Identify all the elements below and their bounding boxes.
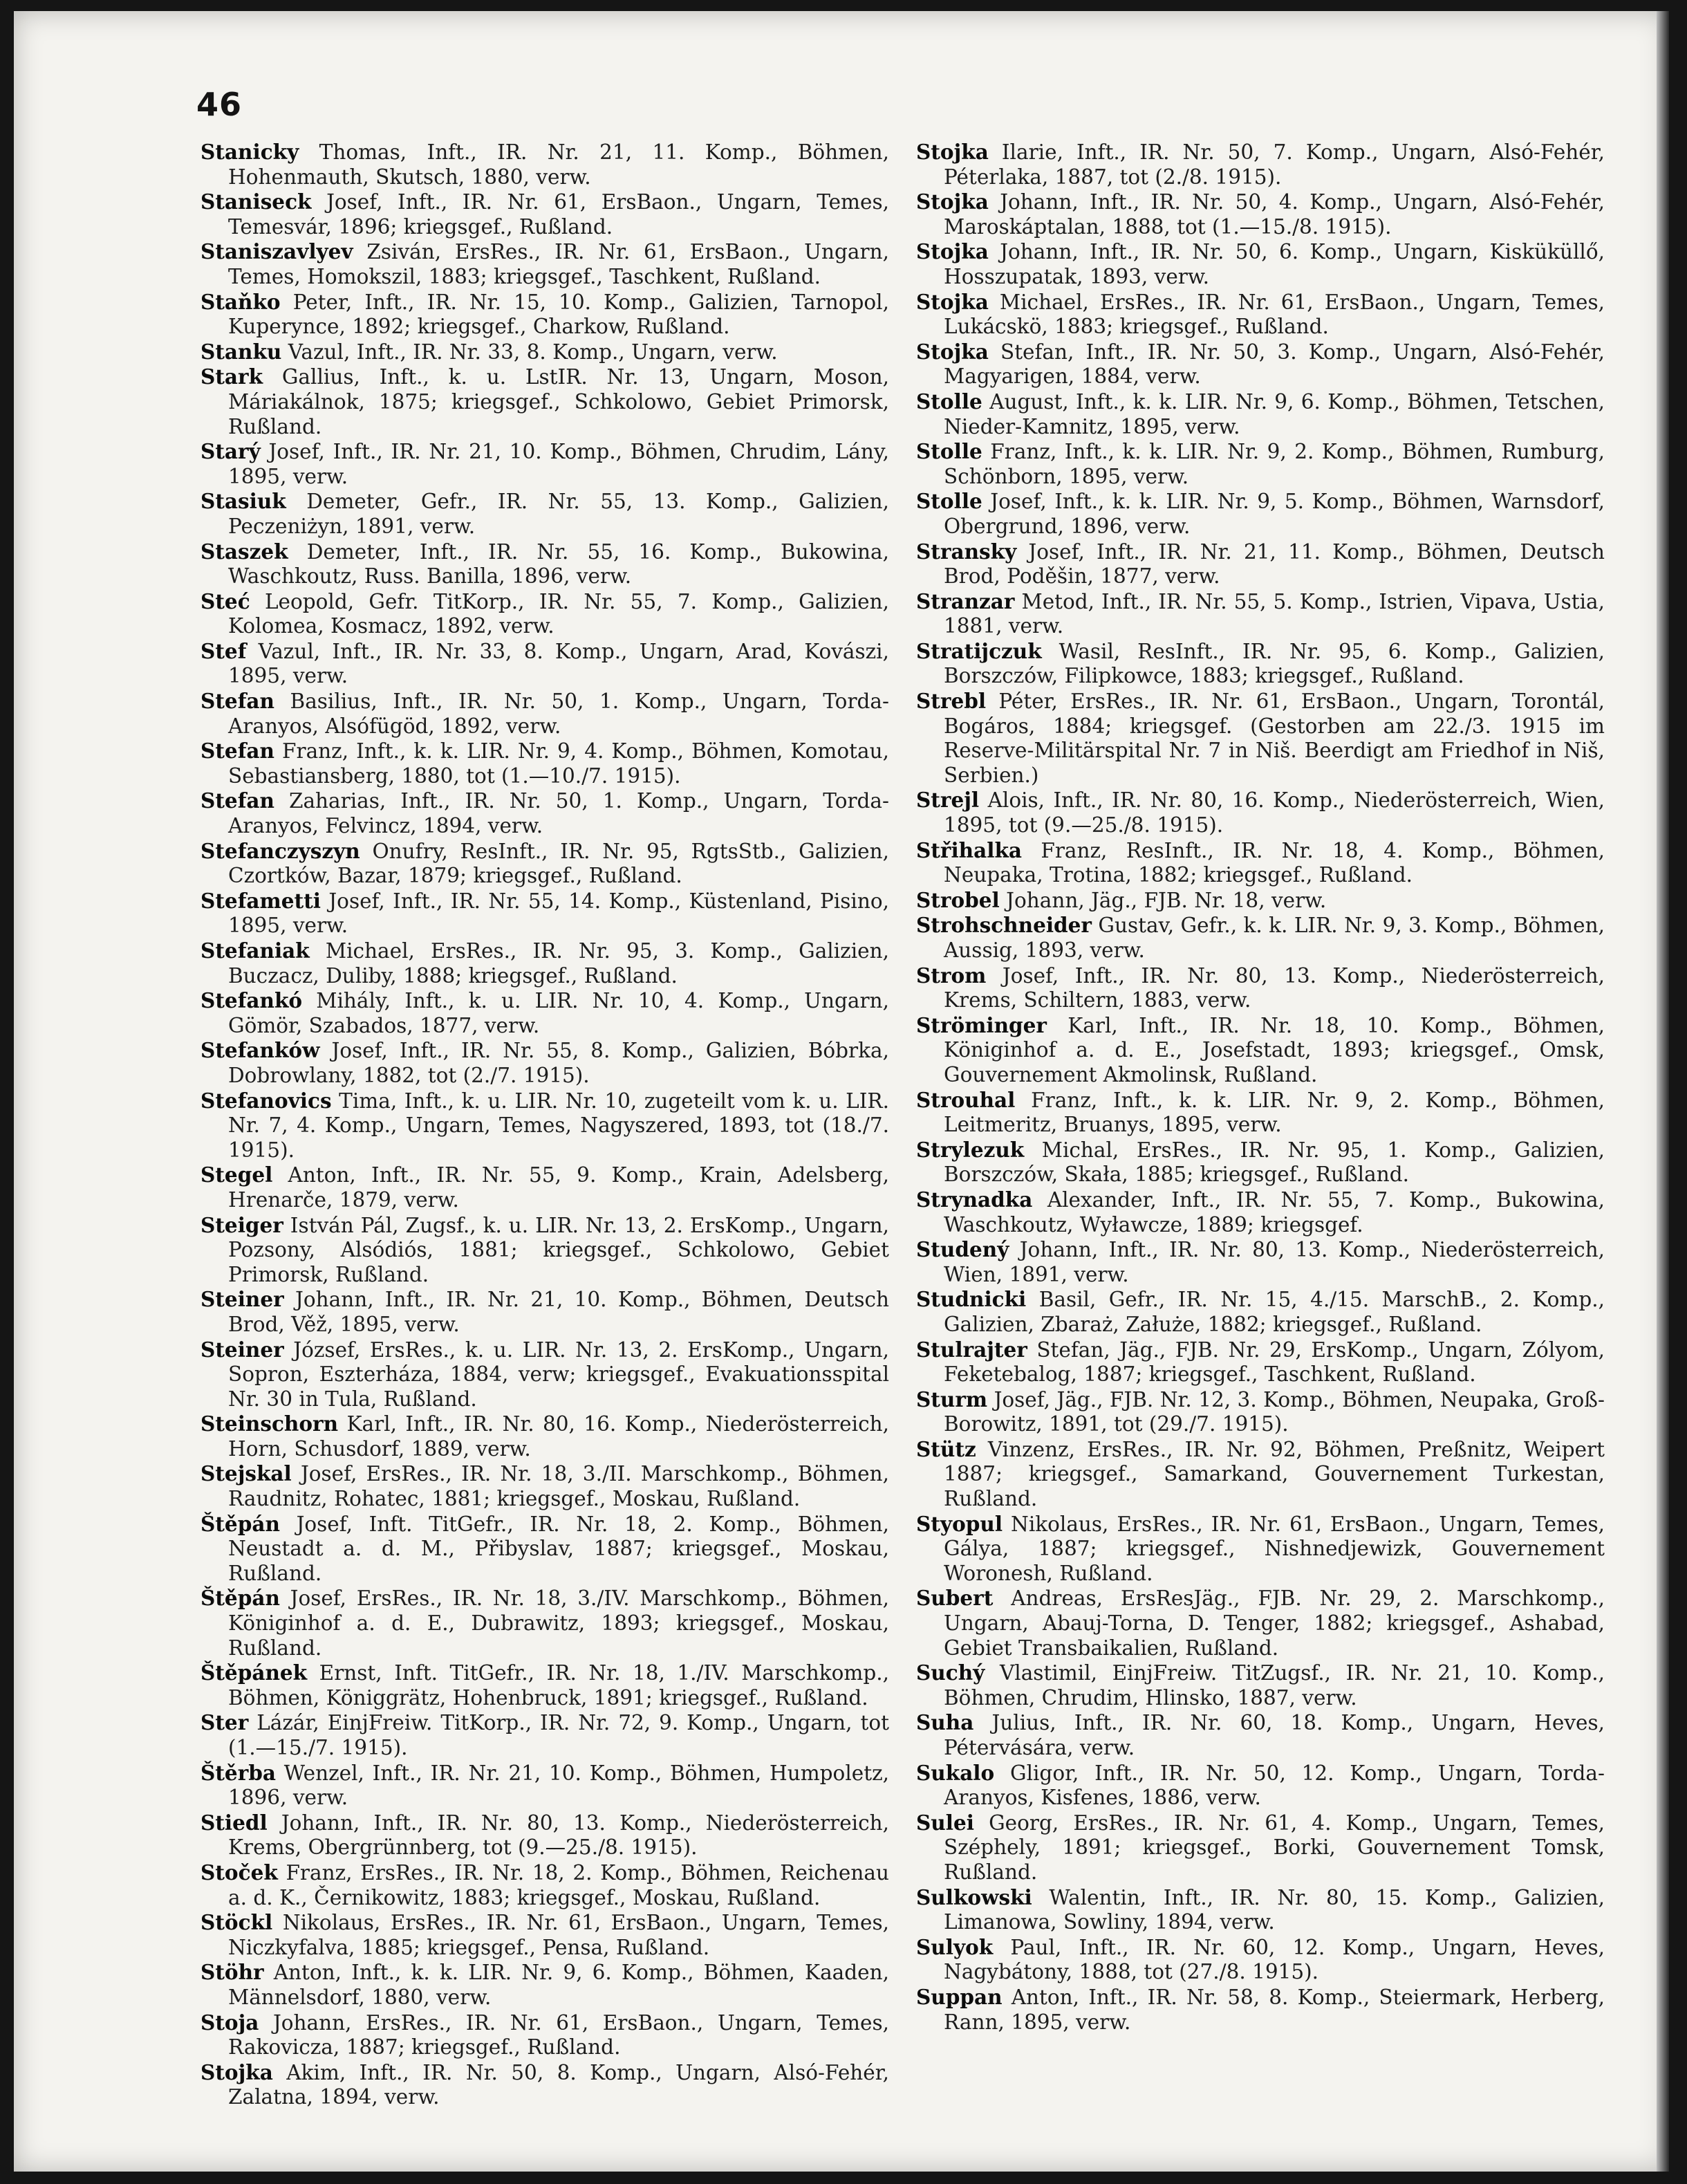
casualty-entry <box>916 639 1605 689</box>
casualty-entry <box>916 589 1605 639</box>
entry-surname: Staniseck <box>201 189 312 214</box>
entry-details: Karl, Inft., IR. Nr. 18, 10. Komp., Böhmen, Königinhof a. d. E., Josefstadt, 1893; kriegsgef., Omsk, Gouvernement Akmolinsk, Rußland. <box>944 1013 1605 1086</box>
casualty-entry <box>201 2010 889 2060</box>
casualty-entry <box>201 739 889 788</box>
entry-surname: Střihalka <box>916 837 1023 862</box>
entry-surname: Styopul <box>916 1511 1003 1536</box>
casualty-entry <box>916 1437 1605 1512</box>
casualty-entry <box>916 1885 1605 1935</box>
casualty-entry <box>916 689 1605 788</box>
entry-surname: Suppan <box>916 1984 1003 2009</box>
entry-details: Franz, Inft., k. k. LIR. Nr. 9, 2. Komp., Böhmen, Leitmeritz, Bruanys, 1895, verw. <box>944 1088 1605 1137</box>
entry-details: Basil, Gefr., IR. Nr. 15, 4./15. MarschB., 2. Komp., Galizien, Zbaraż, Załuże, 1882; kriegsgef., Rußland. <box>944 1288 1605 1336</box>
entry-details: Onufry, ResInft., IR. Nr. 95, RgtsStb., Galizien, Czortków, Bazar, 1879; kriegsgef., Rußland. <box>228 839 889 888</box>
entry-details: Zaharias, Inft., IR. Nr. 50, 1. Komp., Ungarn, Torda-Aranyos, Felvincz, 1894, verw. <box>228 789 889 838</box>
entry-surname: Stöhr <box>201 1960 264 1985</box>
entry-details: Nikolaus, ErsRes., IR. Nr. 61, ErsBaon., Ungarn, Temes, Niczkyfalva, 1885; kriegsgef., Pensa, Rußland. <box>228 1911 889 1959</box>
entry-details: Stefan, Inft., IR. Nr. 50, 3. Komp., Ungarn, Alsó-Fehér, Magyarigen, 1884, verw. <box>944 340 1605 389</box>
entry-details: Alexander, Inft., IR. Nr. 55, 7. Komp., Bukowina, Waschkoutz, Wyławcze, 1889; kriegsgef. <box>944 1187 1605 1237</box>
casualty-entry <box>201 1287 889 1337</box>
entry-details: Josef, Inft. TitGefr., IR. Nr. 18, 2. Komp., Böhmen, Neustadt a. d. M., Přibyslav, 1887; kriegsgef., Moskau, Rußland. <box>228 1512 889 1585</box>
entry-surname: Stratijczuk <box>916 638 1042 663</box>
casualty-entry <box>201 889 889 938</box>
entry-details: Demeter, Gefr., IR. Nr. 55, 13. Komp., Galizien, Peczeniżyn, 1891, verw. <box>228 490 889 538</box>
entry-details: Andreas, ErsResJäg., FJB. Nr. 29, 2. Marschkomp., Ungarn, Abauj-Torna, D. Tenger, 1882; kriegsgef., Ashabad, Gebiet Transbaikalien, Rußland. <box>944 1586 1605 1660</box>
page-sheet <box>14 11 1669 2172</box>
casualty-entry <box>201 589 889 639</box>
entry-details: Basilius, Inft., IR. Nr. 50, 1. Komp., Ungarn, Torda-Aranyos, Alsófügöd, 1892, verw. <box>228 690 889 738</box>
entry-details: Josef, Inft., IR. Nr. 80, 13. Komp., Niederösterreich, Krems, Schiltern, 1883, verw. <box>944 963 1605 1012</box>
entry-surname: Strobel <box>916 887 1000 912</box>
entry-details: Ilarie, Inft., IR. Nr. 50, 7. Komp., Ungarn, Alsó-Fehér, Péterlaka, 1887, tot (2./8. 1915). <box>944 140 1605 189</box>
entry-details: Johann, Inft., IR. Nr. 80, 13. Komp., Niederösterreich, Krems, Obergrünnberg, tot (9.—25./8. 1915). <box>228 1811 889 1860</box>
entry-surname: Stef <box>201 638 247 663</box>
entry-details: Vazul, Inft., IR. Nr. 33, 8. Komp., Ungarn, Arad, Kovászi, 1895, verw. <box>228 639 889 688</box>
entry-details: Franz, ErsRes., IR. Nr. 18, 2. Komp., Böhmen, Reichenau a. d. K., Černikowitz, 1883; kriegsgef., Moskau, Rußland. <box>228 1860 889 1909</box>
casualty-entry <box>916 290 1605 340</box>
casualty-entry <box>916 1935 1605 1985</box>
entry-details: Gligor, Inft., IR. Nr. 50, 12. Komp., Ungarn, Torda-Aranyos, Kisfenes, 1886, verw. <box>944 1761 1605 1810</box>
casualty-entry <box>201 788 889 838</box>
entry-details: Josef, Jäg., FJB. Nr. 12, 3. Komp., Böhmen, Neupaka, Groß-Borowitz, 1891, tot (29./7. 1915). <box>944 1387 1605 1436</box>
entry-details: Franz, Inft., k. k. LIR. Nr. 9, 4. Komp., Böhmen, Komotau, Sebastiansberg, 1880, tot (1.—10./7. 1915). <box>228 739 889 788</box>
right-column <box>916 140 1605 2035</box>
casualty-entry <box>201 1213 889 1288</box>
entry-surname: Stasiuk <box>201 489 286 514</box>
page-edge-shadow <box>1657 11 1669 2172</box>
entry-surname: Suha <box>916 1710 974 1735</box>
entry-details: Michael, ErsRes., IR. Nr. 61, ErsBaon., Ungarn, Temes, Lukácskö, 1883; kriegsgef., Rußland. <box>944 290 1605 339</box>
entry-surname: Stefanków <box>201 1038 320 1063</box>
entry-details: Josef, Inft., k. k. LIR. Nr. 9, 5. Komp., Böhmen, Warnsdorf, Obergrund, 1896, verw. <box>944 490 1605 538</box>
casualty-entry <box>916 340 1605 389</box>
entry-surname: Strejl <box>916 788 980 813</box>
entry-surname: Stefan <box>201 788 274 813</box>
entry-surname: Stefan <box>201 689 274 714</box>
casualty-entry <box>916 1237 1605 1287</box>
entry-surname: Ströminger <box>916 1012 1047 1037</box>
casualty-entry <box>201 1860 889 1910</box>
casualty-entry <box>201 364 889 439</box>
casualty-entry <box>201 1089 889 1163</box>
entry-details: Demeter, Inft., IR. Nr. 55, 16. Komp., Bukowina, Waschkoutz, Russ. Banilla, 1896, verw. <box>228 539 889 589</box>
left-column <box>201 140 889 2110</box>
entry-surname: Stefaniak <box>201 938 310 963</box>
casualty-entry <box>201 1163 889 1212</box>
entry-details: Gustav, Gefr., k. k. LIR. Nr. 9, 3. Komp., Böhmen, Aussig, 1893, verw. <box>944 914 1605 962</box>
casualty-entry <box>201 1710 889 1760</box>
entry-surname: Sulkowski <box>916 1885 1032 1909</box>
entry-surname: Ster <box>201 1710 249 1735</box>
entry-surname: Steinschorn <box>201 1412 339 1436</box>
entry-surname: Stefanovics <box>201 1088 332 1113</box>
casualty-entry <box>916 913 1605 963</box>
casualty-entry <box>201 539 889 589</box>
entry-details: Johann, Inft., IR. Nr. 50, 6. Komp., Ungarn, Kisküküllő, Hosszupatak, 1893, verw. <box>944 240 1605 288</box>
casualty-entry <box>916 1512 1605 1586</box>
entry-surname: Staňko <box>201 289 281 314</box>
entry-surname: Starý <box>201 439 261 464</box>
casualty-entry <box>916 1761 1605 1811</box>
entry-surname: Studnicki <box>916 1287 1027 1312</box>
entry-surname: Stark <box>201 364 263 389</box>
entry-details: Josef, ErsRes., IR. Nr. 18, 3./IV. Marschkomp., Böhmen, Königinhof a. d. E., Dubrawitz, 1893; kriegsgef., Moskau, Rußland. <box>228 1586 889 1660</box>
entry-details: August, Inft., k. k. LIR. Nr. 9, 6. Komp., Böhmen, Tetschen, Nieder-Kamnitz, 1895, verw. <box>944 389 1605 438</box>
casualty-entry <box>201 1461 889 1511</box>
casualty-entry <box>201 988 889 1038</box>
entry-details: Ernst, Inft. TitGefr., IR. Nr. 18, 1./IV. Marschkomp., Böhmen, Königgrätz, Hohenbruck, 1891; kriegsgef., Rußland. <box>228 1661 889 1710</box>
entry-surname: Sukalo <box>916 1760 995 1785</box>
entry-surname: Štěpán <box>201 1511 280 1536</box>
casualty-entry <box>201 189 889 239</box>
casualty-entry <box>201 2060 889 2110</box>
entry-details: Anton, Inft., k. k. LIR. Nr. 9, 6. Komp., Böhmen, Kaaden, Männelsdorf, 1880, verw. <box>228 1961 889 2009</box>
entry-surname: Stojka <box>916 189 989 214</box>
entry-surname: Stöckl <box>201 1910 273 1935</box>
entry-details: Josef, ErsRes., IR. Nr. 18, 3./II. Marschkomp., Böhmen, Raudnitz, Rohatec, 1881; kriegsgef., Moskau, Rußland. <box>228 1462 889 1511</box>
casualty-entry <box>201 140 889 189</box>
entry-surname: Strynadka <box>916 1187 1033 1212</box>
entry-surname: Stejskal <box>201 1461 292 1486</box>
entry-surname: Strohschneider <box>916 913 1092 938</box>
casualty-entry <box>916 1387 1605 1437</box>
casualty-entry <box>201 689 889 739</box>
entry-surname: Štěrba <box>201 1760 276 1785</box>
entry-surname: Steiner <box>201 1337 284 1362</box>
entry-surname: Stefan <box>201 739 274 764</box>
entry-surname: Stanicky <box>201 140 299 164</box>
casualty-entry <box>201 1586 889 1660</box>
entry-surname: Sulei <box>916 1810 974 1835</box>
casualty-entry <box>916 1287 1605 1337</box>
entry-details: Josef, Inft., IR. Nr. 55, 8. Komp., Galizien, Bóbrka, Dobrowlany, 1882, tot (2./7. 1915). <box>228 1039 889 1087</box>
entry-details: Walentin, Inft., IR. Nr. 80, 15. Komp., Galizien, Limanowa, Sowliny, 1894, verw. <box>944 1885 1605 1934</box>
casualty-entry <box>916 239 1605 289</box>
casualty-entry <box>201 1811 889 1860</box>
entry-details: Anton, Inft., IR. Nr. 55, 9. Komp., Krain, Adelsberg, Hrenarče, 1879, verw. <box>228 1163 889 1212</box>
entry-surname: Staszek <box>201 539 288 564</box>
entry-details: Franz, Inft., k. k. LIR. Nr. 9, 2. Komp., Böhmen, Rumburg, Schönborn, 1895, verw. <box>944 440 1605 488</box>
entry-surname: Stojka <box>916 239 989 264</box>
entry-surname: Stojka <box>916 339 989 364</box>
casualty-entry <box>201 938 889 988</box>
casualty-entry <box>201 439 889 489</box>
entry-details: Lázár, EinjFreiw. TitKorp., IR. Nr. 72, 9. Komp., Ungarn, tot (1.—15./7. 1915). <box>228 1711 889 1759</box>
casualty-entry <box>916 189 1605 239</box>
entry-surname: Steiger <box>201 1212 283 1237</box>
entry-surname: Suchý <box>916 1660 985 1685</box>
casualty-entry <box>201 1338 889 1412</box>
entry-details: Wenzel, Inft., IR. Nr. 21, 10. Komp., Böhmen, Humpoletz, 1896, verw. <box>228 1761 889 1810</box>
entry-details: Michael, ErsRes., IR. Nr. 95, 3. Komp., Galizien, Buczacz, Duliby, 1888; kriegsgef., Rußland. <box>228 939 889 988</box>
entry-surname: Sulyok <box>916 1934 994 1959</box>
entry-details: Paul, Inft., IR. Nr. 60, 12. Komp., Ungarn, Heves, Nagybátony, 1888, tot (27./8. 1915). <box>944 1935 1605 1984</box>
entry-details: Stefan, Jäg., FJB. Nr. 29, ErsKomp., Ungarn, Zólyom, Feketebalog, 1887; kriegsgef., Taschkent, Rußland. <box>944 1338 1605 1387</box>
entry-surname: Strom <box>916 963 987 988</box>
entry-details: Péter, ErsRes., IR. Nr. 61, ErsBaon., Ungarn, Torontál, Bogáros, 1884; kriegsgef. (Gestorben am 22./3. 1915 im Reserve-Militärspital Nr. 7 in Niš. Beerdigt am Friedhof in Niš, Serbien.) <box>944 690 1605 787</box>
casualty-entry <box>916 788 1605 837</box>
entry-surname: Stranzar <box>916 589 1015 613</box>
entry-surname: Stolle <box>916 489 982 514</box>
entry-details: Johann, ErsRes., IR. Nr. 61, ErsBaon., Ungarn, Temes, Rakovicza, 1887; kriegsgef., Rußland. <box>228 2010 889 2060</box>
casualty-entry <box>201 239 889 289</box>
entry-details: Zsiván, ErsRes., IR. Nr. 61, ErsBaon., Ungarn, Temes, Homokszil, 1883; kriegsgef., Taschkent, Rußland. <box>228 240 889 288</box>
casualty-entry <box>916 1811 1605 1885</box>
casualty-entry <box>201 1761 889 1811</box>
entry-surname: Stojka <box>916 140 989 164</box>
casualty-entry <box>201 489 889 539</box>
entry-surname: Stefametti <box>201 888 321 913</box>
casualty-entry <box>916 1338 1605 1387</box>
entry-details: Julius, Inft., IR. Nr. 60, 18. Komp., Ungarn, Heves, Pétervására, verw. <box>944 1711 1605 1759</box>
entry-surname: Stolle <box>916 439 982 464</box>
casualty-entry <box>201 290 889 340</box>
entry-surname: Stegel <box>201 1163 273 1187</box>
entry-surname: Štěpánek <box>201 1660 308 1685</box>
entry-details: Johann, Inft., IR. Nr. 80, 13. Komp., Niederösterreich, Wien, 1891, verw. <box>944 1238 1605 1286</box>
casualty-entry <box>916 389 1605 439</box>
entry-surname: Stoja <box>201 2010 259 2035</box>
entry-surname: Stoček <box>201 1860 278 1885</box>
entry-surname: Strouhal <box>916 1087 1016 1112</box>
entry-surname: Strylezuk <box>916 1137 1025 1162</box>
entry-surname: Stolle <box>916 389 982 414</box>
page-number: 46 <box>196 86 243 123</box>
entry-surname: Stransky <box>916 539 1017 564</box>
casualty-entry <box>916 539 1605 589</box>
casualty-entry <box>916 1710 1605 1760</box>
casualty-entry <box>201 1660 889 1710</box>
entry-surname: Sturm <box>916 1387 988 1412</box>
entry-surname: Stütz <box>916 1436 976 1461</box>
entry-details: Karl, Inft., IR. Nr. 80, 16. Komp., Niederösterreich, Horn, Schusdorf, 1889, verw. <box>228 1412 889 1461</box>
casualty-entry <box>201 1960 889 2010</box>
casualty-entry <box>201 639 889 689</box>
entry-details: Johann, Inft., IR. Nr. 21, 10. Komp., Böhmen, Deutsch Brod, Věž, 1895, verw. <box>228 1288 889 1336</box>
casualty-entry <box>916 1985 1605 2035</box>
entry-details: Anton, Inft., IR. Nr. 58, 8. Komp., Steiermark, Herberg, Rann, 1895, verw. <box>944 1985 1605 2034</box>
casualty-entry <box>916 1013 1605 1088</box>
entry-details: Michal, ErsRes., IR. Nr. 95, 1. Komp., Galizien, Borszczów, Skała, 1885; kriegsgef., Rußland. <box>944 1138 1605 1187</box>
entry-details: Leopold, Gefr. TitKorp., IR. Nr. 55, 7. Komp., Galizien, Kolomea, Kosmacz, 1892, verw. <box>228 589 889 638</box>
entry-details: Nikolaus, ErsRes., IR. Nr. 61, ErsBaon., Ungarn, Temes, Gálya, 1887; kriegsgef., Nishnedjewizk, Gouvernement Woronesh, Rußland. <box>944 1512 1605 1585</box>
casualty-entry <box>916 1586 1605 1660</box>
casualty-entry <box>916 439 1605 489</box>
entry-surname: Steiner <box>201 1287 284 1312</box>
entry-surname: Stanku <box>201 339 282 364</box>
casualty-entry <box>916 1088 1605 1138</box>
entry-details: József, ErsRes., k. u. LIR. Nr. 13, 2. ErsKomp., Ungarn, Sopron, Eszterháza, 1884, verw; kriegsgef., Evakuationsspital Nr. 30 in Tula, Rußland. <box>228 1338 889 1411</box>
entry-surname: Stojka <box>201 2060 273 2084</box>
entry-details: Josef, Inft., IR. Nr. 55, 14. Komp., Küstenland, Pisino, 1895, verw. <box>228 889 889 938</box>
casualty-entry <box>916 1660 1605 1710</box>
entry-details: Josef, Inft., IR. Nr. 21, 10. Komp., Böhmen, Chrudim, Lány, 1895, verw. <box>228 440 889 488</box>
casualty-entry <box>916 1138 1605 1187</box>
casualty-entry <box>916 140 1605 189</box>
entry-surname: Strebl <box>916 689 987 714</box>
casualty-entry <box>916 888 1605 914</box>
entry-details: Peter, Inft., IR. Nr. 15, 10. Komp., Galizien, Tarnopol, Kuperynce, 1892; kriegsgef., Charkow, Rußland. <box>228 290 889 339</box>
entry-details: Metod, Inft., IR. Nr. 55, 5. Komp., Istrien, Vipava, Ustia, 1881, verw. <box>944 589 1605 638</box>
casualty-entry <box>201 839 889 889</box>
entry-details: Mihály, Inft., k. u. LIR. Nr. 10, 4. Komp., Ungarn, Gömör, Szabados, 1877, verw. <box>228 989 889 1037</box>
casualty-entry <box>916 963 1605 1013</box>
entry-details: Akim, Inft., IR. Nr. 50, 8. Komp., Ungarn, Alsó-Fehér, Zalatna, 1894, verw. <box>228 2060 889 2109</box>
entry-surname: Stiedl <box>201 1810 268 1835</box>
entry-details: Georg, ErsRes., IR. Nr. 61, 4. Komp., Ungarn, Temes, Széphely, 1891; kriegsgef., Borki, Gouvernement Tomsk, Rußland. <box>944 1811 1605 1884</box>
casualty-entry <box>201 1910 889 1960</box>
entry-details: Johann, Jäg., FJB. Nr. 18, verw. <box>1006 888 1327 912</box>
entry-details: Alois, Inft., IR. Nr. 80, 16. Komp., Niederösterreich, Wien, 1895, tot (9.—25./8. 1915). <box>944 788 1605 837</box>
casualty-entry <box>916 838 1605 888</box>
entry-details: Tima, Inft., k. u. LIR. Nr. 10, zugeteilt vom k. u. LIR. Nr. 7, 4. Komp., Ungarn, Temes, Nagyszered, 1893, tot (18./7. 1915). <box>228 1089 889 1162</box>
entry-surname: Subert <box>916 1586 994 1611</box>
entry-surname: Staniszavlyev <box>201 239 353 264</box>
entry-details: Josef, Inft., IR. Nr. 21, 11. Komp., Böhmen, Deutsch Brod, Poděšin, 1877, verw. <box>944 539 1605 589</box>
entry-surname: Studený <box>916 1237 1009 1262</box>
entry-details: Vlastimil, EinjFreiw. TitZugsf., IR. Nr. 21, 10. Komp., Böhmen, Chrudim, Hlinsko, 1887, verw. <box>944 1661 1605 1710</box>
entry-surname: Stojka <box>916 289 989 314</box>
entry-details: Thomas, Inft., IR. Nr. 21, 11. Komp., Böhmen, Hohenmauth, Skutsch, 1880, verw. <box>228 140 889 189</box>
entry-details: Vinzenz, ErsRes., IR. Nr. 92, Böhmen, Preßnitz, Weipert 1887; kriegsgef., Samarkand, Gouvernement Turkestan, Rußland. <box>944 1437 1605 1511</box>
entry-details: Franz, ResInft., IR. Nr. 18, 4. Komp., Böhmen, Neupaka, Trotina, 1882; kriegsgef., Rußland. <box>944 838 1605 887</box>
casualty-entry <box>201 1412 889 1461</box>
entry-surname: Steć <box>201 589 250 613</box>
entry-surname: Stulrajter <box>916 1337 1027 1362</box>
entry-surname: Stefankó <box>201 988 303 1013</box>
entry-surname: Štěpán <box>201 1586 280 1611</box>
casualty-entry <box>916 489 1605 539</box>
casualty-entry <box>201 1038 889 1088</box>
entry-details: Vazul, Inft., IR. Nr. 33, 8. Komp., Ungarn, verw. <box>288 340 778 364</box>
casualty-entry <box>201 1512 889 1586</box>
entry-details: Josef, Inft., IR. Nr. 61, ErsBaon., Ungarn, Temes, Temesvár, 1896; kriegsgef., Rußland. <box>228 190 889 239</box>
entry-surname: Stefanczyszyn <box>201 838 360 863</box>
entry-details: Wasil, ResInft., IR. Nr. 95, 6. Komp., Galizien, Borszczów, Filipkowce, 1883; kriegsgef., Rußland. <box>944 639 1605 688</box>
casualty-entry <box>201 340 889 365</box>
entry-details: Gallius, Inft., k. u. LstIR. Nr. 13, Ungarn, Moson, Máriakálnok, 1875; kriegsgef., Schkolowo, Gebiet Primorsk, Rußland. <box>228 365 889 438</box>
entry-details: István Pál, Zugsf., k. u. LIR. Nr. 13, 2. ErsKomp., Ungarn, Pozsony, Alsódiós, 1881; kriegsgef., Schkolowo, Gebiet Primorsk, Rußland. <box>228 1213 889 1286</box>
casualty-entry <box>916 1187 1605 1237</box>
entry-details: Johann, Inft., IR. Nr. 50, 4. Komp., Ungarn, Alsó-Fehér, Maroskáptalan, 1888, tot (1.—15./8. 1915). <box>944 190 1605 239</box>
